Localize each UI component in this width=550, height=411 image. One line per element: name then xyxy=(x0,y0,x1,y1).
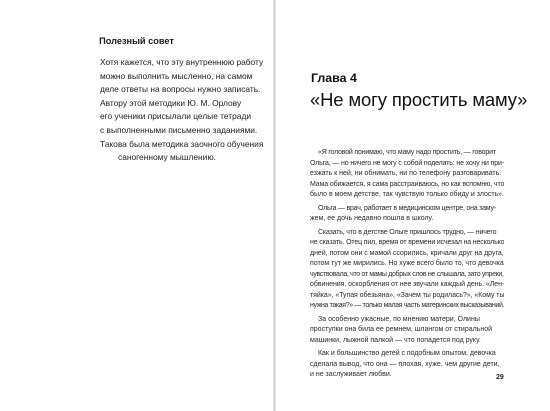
text-line: не сказать. Отец пил, время от времени исчезал на несколько xyxy=(310,239,504,246)
page-number: 29 xyxy=(496,374,504,381)
left-page xyxy=(0,0,273,411)
text-line: «Я головой понимаю, что маму надо простить, — говорит xyxy=(318,149,496,156)
text-line: проступки она била ее ремнем, шлангом от стиральной xyxy=(310,326,492,333)
tip-line: Автору этой методики Ю. М. Орлову xyxy=(100,97,242,108)
text-line: жем, ее дочь недавно пошла в школу. xyxy=(310,215,434,222)
paragraph xyxy=(310,349,504,381)
paragraph xyxy=(310,228,504,312)
text-line: езжать к ней, ни обнимать, ни по телефону разговаривать. xyxy=(310,170,502,177)
text-line: сделала вывод, что она — плохая, хуже, чем другие дети, xyxy=(310,360,500,368)
text-line: было в моем детстве, так чувствую только обиду и злость». xyxy=(310,191,504,198)
tip-line: его ученики присылали целые тетради xyxy=(100,111,252,122)
tip-line: Хотя кажется, что эту внутреннюю работу xyxy=(100,57,264,67)
paragraph xyxy=(310,148,504,201)
text-line: чувствовала, что от мамы добрых слов не слышала, зато упреки, xyxy=(310,270,504,278)
paragraph xyxy=(310,315,504,347)
text-line: потом тут же мирились. Но хуже всего было то, что девочка xyxy=(310,260,504,267)
tip-line: деле ответы на вопросы нужно записать. xyxy=(100,84,261,95)
paragraph xyxy=(310,204,504,225)
chapter-body xyxy=(310,148,504,384)
text-line: Ольга — врач, работает в медицинском центре, она заму- xyxy=(318,204,496,212)
text-line: дней, потом они с мамой ссорились, кричали друг на друга, xyxy=(310,249,504,257)
tip-title: Полезный совет xyxy=(99,36,174,46)
text-line: За особенно ужасные, по мнению матери, Олины xyxy=(318,315,480,323)
tip-line: с выполненными письменно заданиями. xyxy=(100,124,258,135)
text-line: Мама обижается, я сама расстраиваюсь, но как вспомню, что xyxy=(310,180,504,188)
tip-line: саногенному мышлению. xyxy=(118,152,216,163)
text-line: нужна такая?» — только малая часть материнских высказываний. xyxy=(310,302,504,309)
text-line: тяйка», «Тупая обезьяна», «Зачем ты родилась?», «Кому ты xyxy=(310,291,504,299)
tip-line: Такова была методика заочного обучения xyxy=(100,138,264,149)
text-line: обвинения, оскорбления от нее звучали каждый день. «Лен- xyxy=(310,281,504,288)
tip-line: можно выполнить мысленно, на самом xyxy=(100,70,253,81)
chapter-label: Глава 4 xyxy=(311,71,357,85)
text-line: Как и большинство детей с подобным опытом, девочка xyxy=(318,350,496,357)
text-line: и не заслуживает любви. xyxy=(310,371,392,378)
text-line: Ольга, — но ничего не могу с собой поделать: не хочу ни при- xyxy=(310,159,504,167)
text-line: Сказать, что в детстве Ольге пришлось трудно, — ничего xyxy=(318,228,497,236)
chapter-title: «Не могу простить маму» xyxy=(310,89,528,110)
text-line: машинки, лыжной палкой — что попадется под руку. xyxy=(310,336,481,344)
tip-text xyxy=(100,56,264,165)
